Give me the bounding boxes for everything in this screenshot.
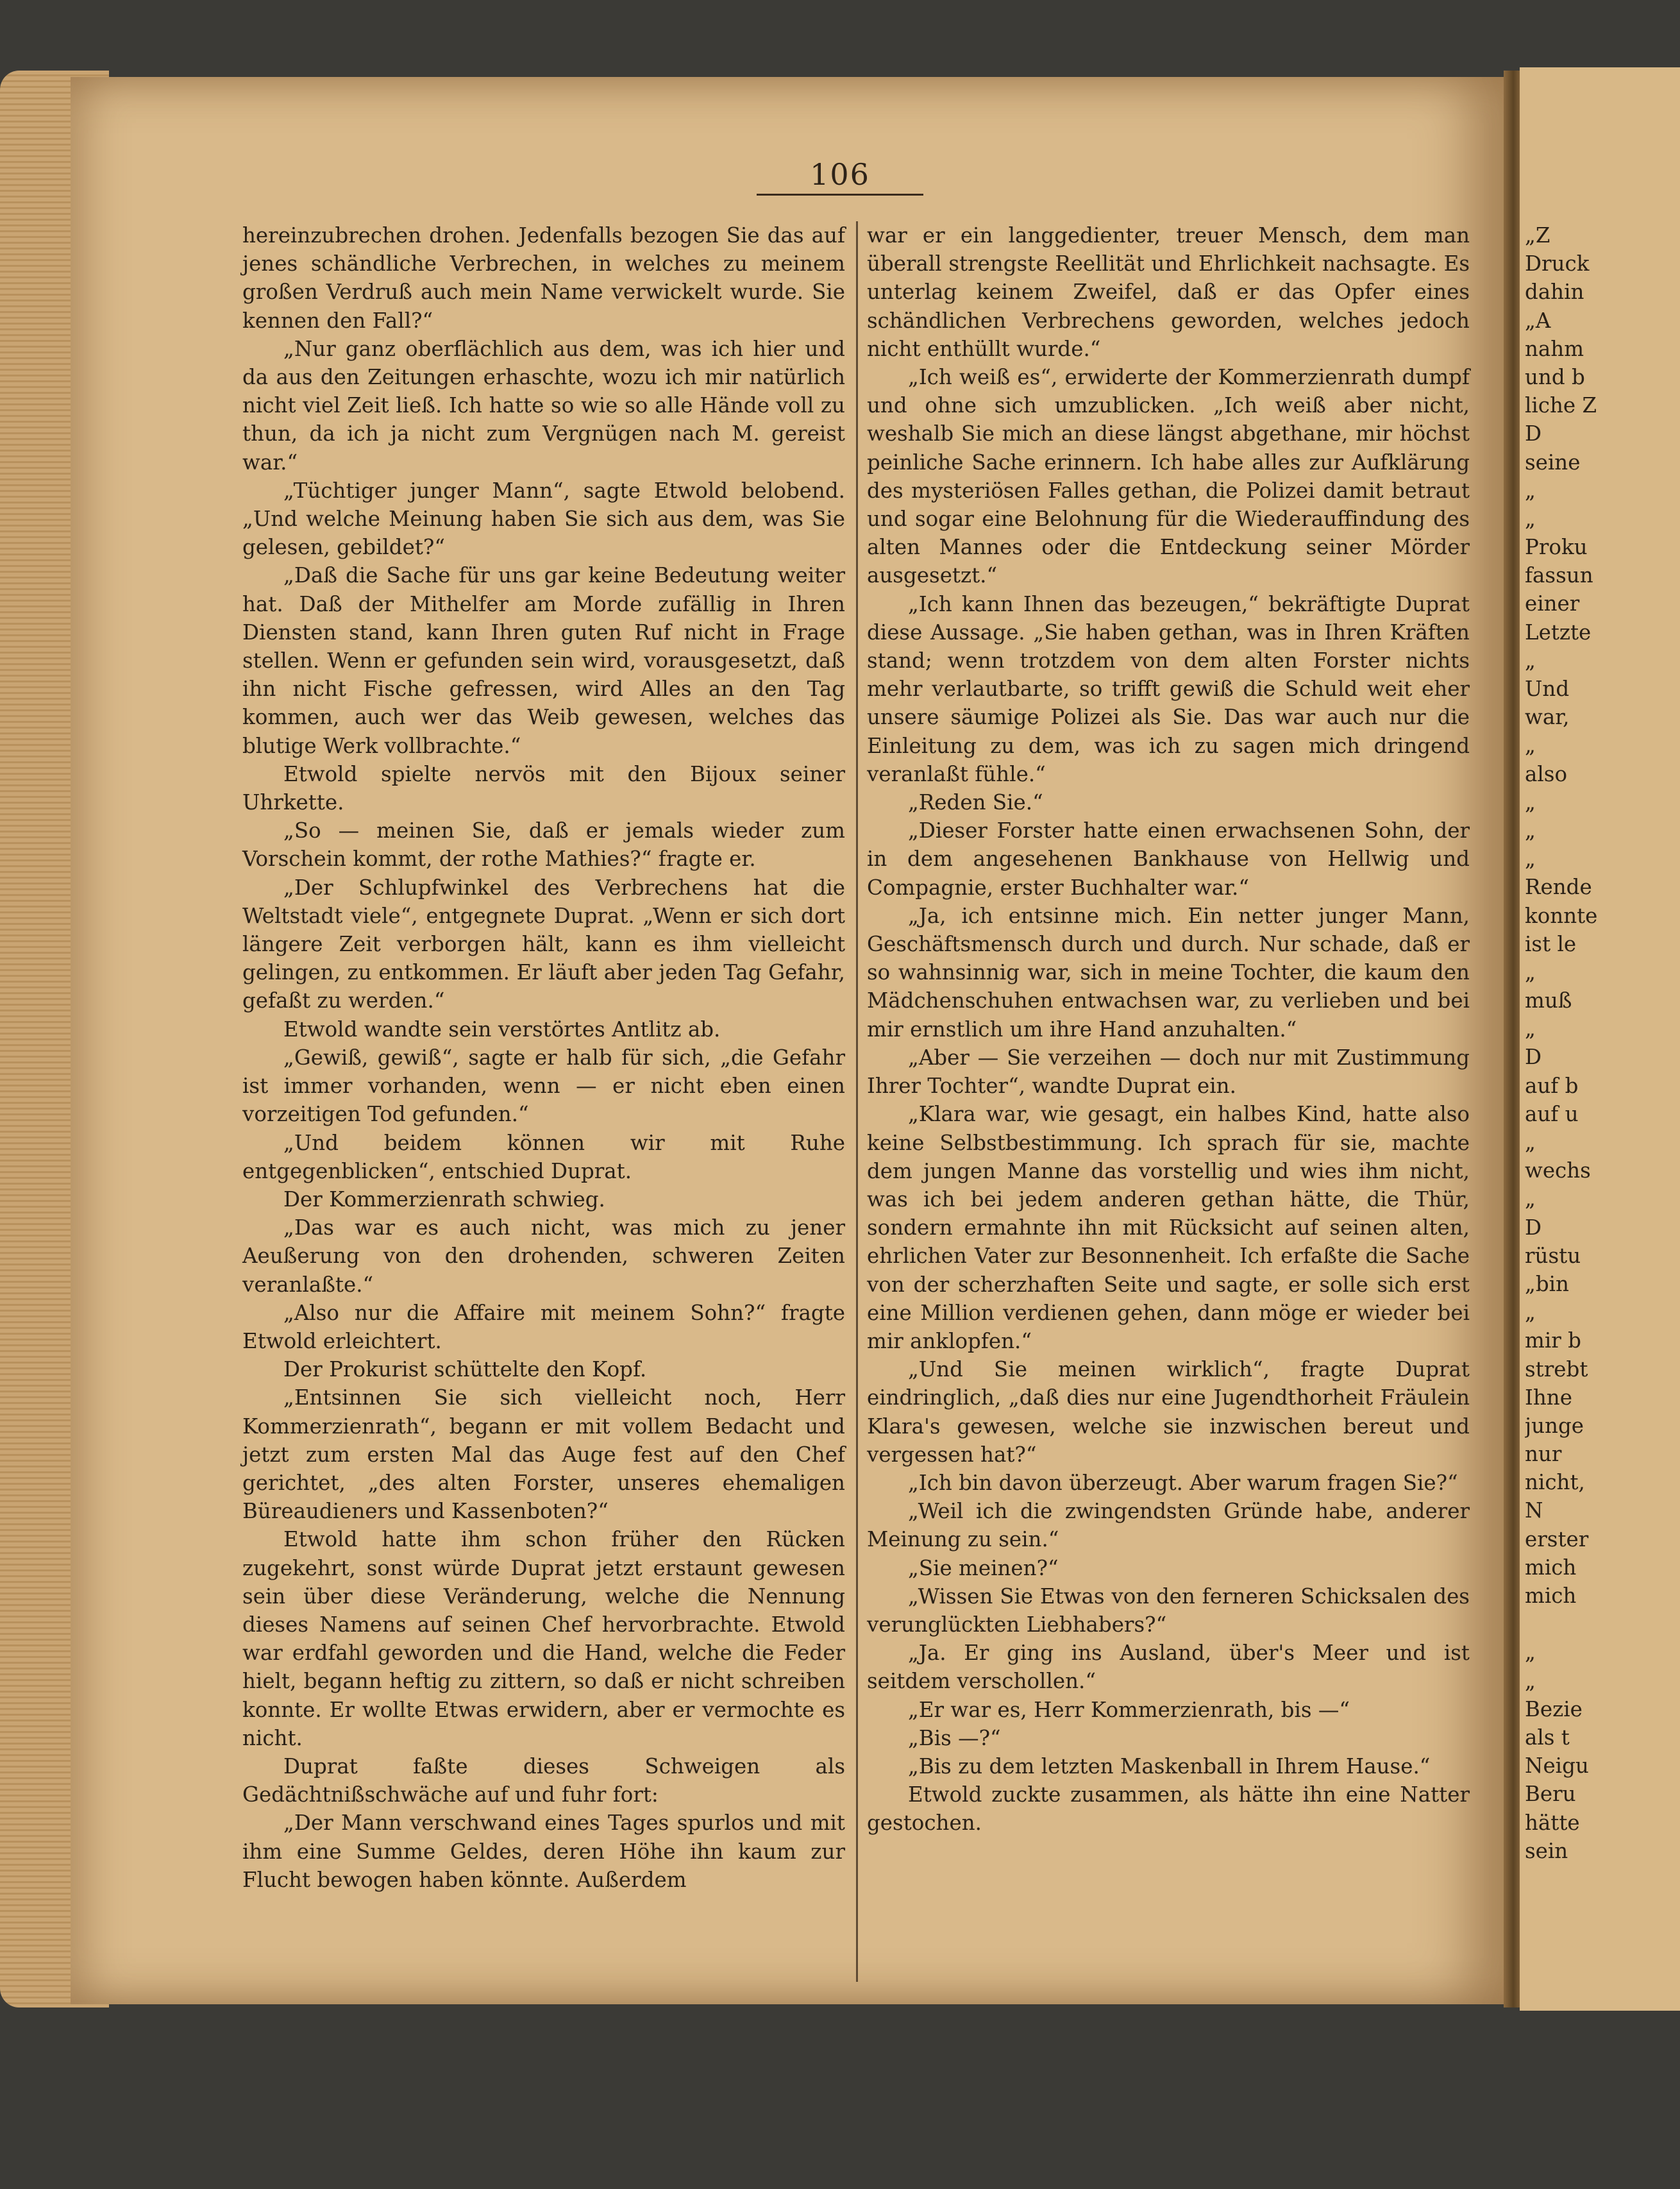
paragraph: „Also nur die Affaire mit meinem Sohn?“ fragte Etwold erleichtert. (242, 1300, 845, 1353)
paragraph: Duprat faßte dieses Schweigen als Gedächtnißschwäche auf und fuhr fort: (242, 1754, 845, 1807)
paragraph: „Ich bin davon überzeugt. Aber warum fragen Sie?“ (908, 1470, 1458, 1495)
paragraph: „Tüchtiger junger Mann“, sagte Etwold belobend. „Und welche Meinung haben Sie sich aus dem, was Sie gelesen, gebildet?“ (242, 478, 845, 560)
paragraph: „Aber — Sie verzeihen — doch nur mit Zustimmung Ihrer Tochter“, wandte Duprat ein. (867, 1045, 1470, 1099)
paragraph: „Der Schlupfwinkel des Verbrechens hat die Weltstadt viele“, entgegnete Duprat. „Wenn er sich dort längere Zeit verborgen hält, kann es ihm vielleicht gelingen, zu entkommen. Er läuft aber jeden Tag Gefahr, gefaßt zu werden.“ (242, 875, 845, 1013)
paragraph: „Weil ich die zwingendsten Gründe habe, anderer Meinung zu sein.“ (867, 1499, 1470, 1552)
facing-page-line: N (1525, 1498, 1543, 1523)
facing-page-line: D (1525, 1215, 1542, 1240)
facing-page-line: und b (1525, 364, 1585, 389)
facing-page-line: Bezie (1525, 1696, 1583, 1721)
facing-page-line: „Z (1525, 223, 1550, 248)
paragraph: „Wissen Sie Etwas von den ferneren Schicksalen des verunglückten Liebhabers?“ (867, 1584, 1470, 1637)
facing-page-line: „ (1525, 1640, 1536, 1665)
facing-page-line: wechs (1525, 1158, 1591, 1183)
facing-page-line: „ (1525, 847, 1536, 872)
facing-page-line: sein (1525, 1838, 1568, 1863)
facing-page-line: „ (1525, 506, 1536, 531)
paragraph: hereinzubrechen drohen. Jedenfalls bezogen Sie das auf jenes schändliche Verbrechen, in welches zu meinem großen Verdruß auch mein Name verwickelt wurde. Sie kennen den Fall?“ (242, 223, 845, 333)
text-column-right (867, 221, 1470, 1838)
facing-page-line: seine (1525, 450, 1581, 475)
paragraph: „Nur ganz oberflächlich aus dem, was ich hier und da aus den Zeitungen erhaschte, wozu ich mir natürlich nicht viel Zeit ließ. Ich hatte so wie so alle Hände voll zu thun, da ich ja nicht zum Vergnügen nach M. gereist war.“ (242, 336, 845, 475)
facing-page-line: ist le (1525, 931, 1577, 956)
facing-page-line: Ihne (1525, 1385, 1572, 1410)
facing-page-line: liche Z (1525, 393, 1597, 418)
paragraph: Etwold zuckte zusammen, als hätte ihn eine Natter gestochen. (867, 1782, 1470, 1836)
facing-page-line: einer (1525, 591, 1580, 616)
page-number: 106 (810, 157, 870, 192)
facing-page-line: junge (1525, 1413, 1584, 1438)
paragraph: „Reden Sie.“ (908, 790, 1043, 815)
paragraph: „Daß die Sache für uns gar keine Bedeutung weiter hat. Daß der Mithelfer am Morde zufällig in Ihren Diensten stand, kann Ihren guten Ruf nicht in Frage stellen. Wenn er gefunden sein wird, vorausgesetzt, daß ihn nicht Fische gefressen, wird Alles an den Tag kommen, auch wer das Weib gewesen, welches das blutige Werk vollbrachte.“ (242, 563, 845, 758)
paragraph: Etwold wandte sein verstörtes Antlitz ab. (283, 1017, 721, 1042)
facing-page-line: erster (1525, 1526, 1589, 1551)
facing-page-line: „ (1525, 1187, 1536, 1212)
paragraph: Etwold hatte ihm schon früher den Rücken zugekehrt, sonst würde Duprat jetzt erstaunt gewesen sein über diese Veränderung, welche die Nennung dieses Namens auf seinen Chef hervorbrachte. Etwold war erdfahl geworden und die Hand, welche die Feder hielt, begann heftig zu zittern, so daß er nicht schreiben konnte. Er wollte Etwas erwidern, aber er vermochte es nicht. (242, 1527, 845, 1750)
facing-page-line: nur (1525, 1442, 1562, 1467)
paragraph: „Dieser Forster hatte einen erwachsenen Sohn, der in dem angesehenen Bankhause von Hellwig und Compagnie, erster Buchhalter war.“ (867, 818, 1470, 900)
paragraph: „Das war es auch nicht, was mich zu jener Aeußerung von den drohenden, schweren Zeiten veranlaßte.“ (242, 1215, 845, 1297)
facing-page-line: auf u (1525, 1101, 1579, 1126)
column-divider (856, 221, 858, 1982)
facing-page-line: „ (1525, 1130, 1536, 1154)
facing-page-line: Rende (1525, 875, 1592, 900)
facing-page-fragments (1525, 221, 1679, 1865)
facing-page-line (1525, 1610, 1679, 1638)
facing-page-line: „bin (1525, 1271, 1569, 1296)
facing-page-line: „ (1525, 1017, 1536, 1042)
facing-page-line: „ (1525, 959, 1536, 985)
facing-page-line: „ (1525, 790, 1536, 815)
facing-page-line: D (1525, 421, 1542, 446)
facing-page-line: hätte (1525, 1810, 1580, 1835)
facing-page-line: war, (1525, 705, 1570, 730)
facing-page-line: mir b (1525, 1328, 1581, 1353)
paragraph: „Er war es, Herr Kommerzienrath, bis —“ (908, 1697, 1350, 1722)
page-number-rule (757, 194, 923, 196)
paragraph: „Entsinnen Sie sich vielleicht noch, Herr Kommerzienrath“, begann er mit vollem Bedacht und jetzt zum ersten Mal das Auge fest auf den Chef gerichtet, „des alten Forster, unseres ehemaligen Büreaudieners und Kassenboten?“ (242, 1385, 845, 1524)
paragraph: „Klara war, wie gesagt, ein halbes Kind, hatte also keine Selbstbestimmung. Ich sprach für sie, machte dem jungen Manne das vorstellig und wies ihm nicht, was ich bei jedem anderen gethan hätte, die Thür, sondern ermahnte ihn mit Rücksicht auf seinen alten, ehrlichen Vater zur Besonnenheit. Ich erfaßte die Sache von der scherzhaften Seite und sagte, er solle sich erst eine Million verdienen gehen, dann möge er wieder bei mir anklopfen.“ (867, 1102, 1470, 1353)
facing-page-line: dahin (1525, 280, 1584, 305)
facing-page-line: „ (1525, 818, 1536, 843)
facing-page-line: Beru (1525, 1782, 1576, 1807)
facing-page-line: Und (1525, 677, 1570, 701)
paragraph: Etwold spielte nervös mit den Bijoux seiner Uhrkette. (242, 761, 845, 815)
facing-page-line: Neigu (1525, 1754, 1589, 1779)
paragraph: „Ich weiß es“, erwiderte der Kommerzienrath dumpf und ohne sich umzublicken. „Ich weiß aber nicht, weshalb Sie mich an diese längst abgethane, mir höchst peinliche Sache erinnern. Ich habe alles zur Aufklärung des mysteriösen Falles gethan, die Polizei damit betraut und sogar eine Belohnung für die Wiederauffindung des alten Mannes oder die Entdeckung seiner Mörder ausgesetzt.“ (867, 365, 1470, 588)
paragraph: „Ich kann Ihnen das bezeugen,“ bekräftigte Duprat diese Aussage. „Sie haben gethan, was in Ihren Kräften stand; wenn trotzdem von dem alten Forster nichts mehr verlautbarte, so trifft gewiß die Schuld weit eher unsere säumige Polizei als Sie. Das war auch nur die Einleitung zu dem, was ich zu sagen mich dringend veranlaßt fühle.“ (867, 591, 1470, 786)
paragraph: „Und beidem können wir mit Ruhe entgegenblicken“, entschied Duprat. (242, 1130, 845, 1183)
facing-page-line: D (1525, 1045, 1542, 1070)
facing-page-line: „ (1525, 648, 1536, 673)
facing-page-line: „A (1525, 308, 1551, 333)
text-column-left (242, 221, 845, 1894)
paragraph: „Und Sie meinen wirklich“, fragte Duprat eindringlich, „daß dies nur eine Jugendthorheit Fräulein Klara's gewesen, welche sie inzwischen bereut und vergessen hat?“ (867, 1357, 1470, 1467)
facing-page-line: Druck (1525, 251, 1590, 276)
facing-page-line: muß (1525, 988, 1572, 1013)
paragraph: „Ja. Er ging ins Ausland, über's Meer und ist seitdem verschollen.“ (867, 1641, 1470, 1694)
facing-page-line: also (1525, 761, 1568, 786)
facing-page-line: fassun (1525, 563, 1593, 588)
facing-page-line: konnte (1525, 903, 1598, 928)
facing-page-line: nicht, (1525, 1470, 1585, 1495)
facing-page-line: mich (1525, 1555, 1577, 1580)
facing-page-line: auf b (1525, 1073, 1579, 1098)
facing-page-line: „ (1525, 733, 1536, 758)
facing-page-line: „ (1525, 1668, 1536, 1693)
facing-page-line: „ (1525, 1300, 1536, 1325)
paragraph: „Ja, ich entsinne mich. Ein netter junger Mann, Geschäftsmensch durch und durch. Nur schade, daß er so wahnsinnig war, sich in meine Tochter, die kaum den Mädchenschuhen entwachsen war, zu verlieben und bei mir ernstlich um ihre Hand anzuhalten.“ (867, 903, 1470, 1042)
facing-page-line: strebt (1525, 1357, 1588, 1382)
paragraph: „Der Mann verschwand eines Tages spurlos und mit ihm eine Summe Geldes, deren Höhe ihn kaum zur Flucht bewogen haben könnte. Außerdem (242, 1811, 845, 1892)
paragraph: „Bis —?“ (908, 1725, 1001, 1750)
facing-page-line: nahm (1525, 336, 1584, 361)
facing-page-line: rüstu (1525, 1243, 1581, 1268)
paragraph: „Bis zu dem letzten Maskenball in Ihrem Hause.“ (908, 1754, 1431, 1779)
paragraph: „So — meinen Sie, daß er jemals wieder zum Vorschein kommt, der rothe Mathies?“ fragte er. (242, 818, 845, 872)
facing-page-line: Letzte (1525, 620, 1592, 645)
paragraph: „Sie meinen?“ (908, 1555, 1059, 1580)
paragraph: Der Prokurist schüttelte den Kopf. (283, 1357, 647, 1382)
paragraph: war er ein langgedienter, treuer Mensch, dem man überall strengste Reellität und Ehrlichkeit nachsagte. Es unterlag keinem Zweifel, daß er das Opfer eines schändlichen Verbrechens geworden, welches jedoch nicht enthüllt wurde.“ (867, 223, 1470, 361)
facing-page-line: mich (1525, 1584, 1577, 1608)
paragraph: „Gewiß, gewiß“, sagte er halb für sich, „die Gefahr ist immer vorhanden, wenn — er nicht eben einen vorzeitigen Tod gefunden.“ (242, 1045, 845, 1127)
facing-page-line: Proku (1525, 535, 1588, 560)
paragraph: Der Kommerzienrath schwieg. (283, 1187, 605, 1212)
facing-page-line: als t (1525, 1725, 1570, 1750)
facing-page-line: „ (1525, 478, 1536, 503)
